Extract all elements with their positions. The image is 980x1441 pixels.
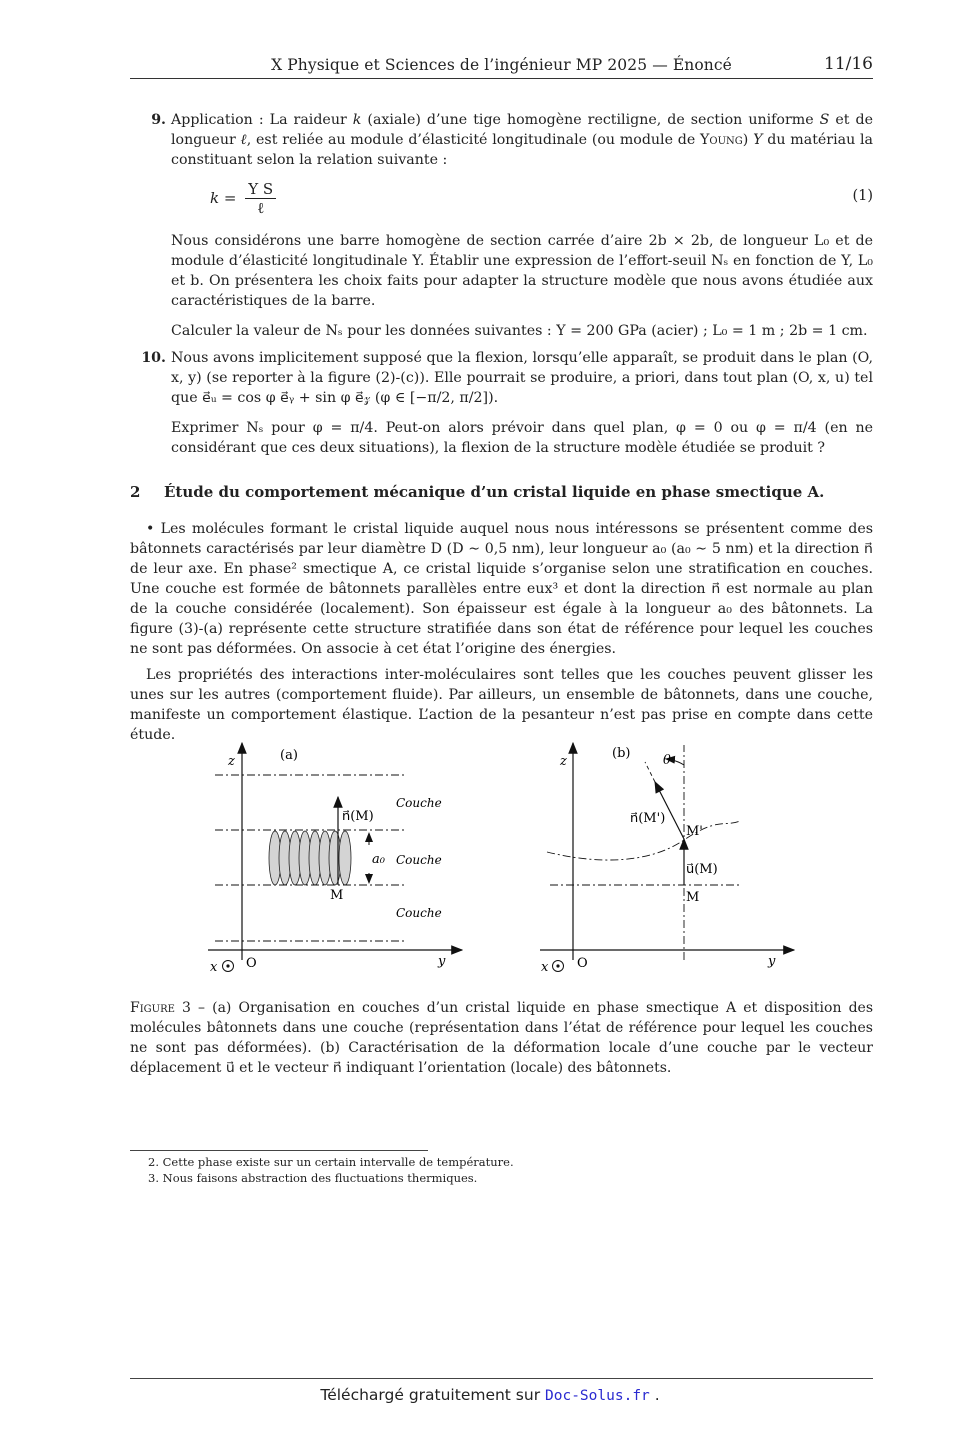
origin-label: O bbox=[246, 956, 257, 971]
a0-label: a₀ bbox=[372, 852, 385, 867]
rod-molecules bbox=[269, 831, 351, 885]
body-paragraph-1: • Les molécules formant le cristal liquide auquel nous nous intéressons se présentent comme des bâtonnets caractérisés par leur diamètre D (D ∼ 0,5 nm), leur longueur a₀ (a₀ ∼ 5 nm) et la direction n⃗ de leur axe. En phase² smectique A, ce cristal liquide s’organise selon une stratification en couches. Une couche est formée de bâtonnets parallèles entre eux³ et dont la direction n⃗ est normale au plan de la couche considérée (localement). Son épaisseur est égale à la longueur a₀ des bâtonnets. La figure (3)-(a) représente cette structure stratifiée dans son état de référence pour lequel les couches ne sont pas déformées. On associe à cet état l’origine des énergies. bbox=[130, 521, 873, 657]
origin-label-b: O bbox=[577, 956, 588, 971]
layer-label-2: Couche bbox=[396, 853, 442, 867]
page-header bbox=[130, 52, 873, 79]
vector-n-label: n⃗(M) bbox=[342, 809, 374, 824]
header-title: X Physique et Sciences de l’ingénieur MP 2025 — Énoncé bbox=[271, 56, 732, 74]
question-9-number: 9. bbox=[151, 112, 166, 128]
question-10-number: 10. bbox=[141, 350, 166, 366]
axis-label-y: y bbox=[438, 954, 446, 969]
section-heading: 2 Étude du comportement mécanique d’un cristal liquide en phase smectique A. bbox=[130, 483, 825, 501]
axis-label-x-b: x bbox=[541, 960, 549, 975]
theta-label: θ bbox=[663, 753, 671, 768]
footnote-2: 2. Cette phase existe sur un certain intervalle de température. bbox=[148, 1155, 514, 1169]
point-M-label-b: M bbox=[686, 890, 700, 905]
point-M-prime-label: M' bbox=[686, 824, 703, 839]
question-9-paragraph-3: Calculer la valeur de Nₛ pour les données suivantes : Y = 200 GPa (acier) ; L₀ = 1 m ; 2b = 1 cm. bbox=[171, 323, 868, 339]
axis-label-x: x bbox=[210, 960, 218, 975]
vector-u-label: u⃗(M) bbox=[686, 862, 718, 877]
point-M-label: M bbox=[330, 888, 344, 903]
layer-label-3: Couche bbox=[396, 906, 442, 920]
layer-label-1: Couche bbox=[396, 796, 442, 810]
question-10-text: Nous avons implicitement supposé que la flexion, lorsqu’elle apparaît, se produit dans le plan (O, x, y) (se reporter à la figure (2)-(c)). Elle pourrait se produire, a priori, dans tout plan (O, x, u) tel que e⃗ᵤ = cos φ e⃗ᵧ + sin φ e⃗𝓏 (φ ∈ [−π/2, π/2]). bbox=[171, 350, 873, 406]
deformed-layer-curve bbox=[547, 821, 740, 860]
axis-label-z: z bbox=[228, 754, 235, 769]
page-number: 11/16 bbox=[824, 54, 873, 74]
equation-1-tag: (1) bbox=[852, 188, 873, 204]
doc-solus-link[interactable]: Doc-Solus.fr bbox=[545, 1388, 650, 1404]
equation-1: k = $\frac{\text{Y S}}{\text{ℓ}}$ bbox=[210, 180, 276, 218]
panel-a-label: (a) bbox=[280, 748, 298, 763]
footnote-3: 3. Nous faisons abstraction des fluctuations thermiques. bbox=[148, 1171, 478, 1185]
axis-label-y-b: y bbox=[768, 954, 776, 969]
footnote-divider bbox=[130, 1150, 428, 1151]
axis-label-z-b: z bbox=[560, 754, 567, 769]
footer-divider bbox=[130, 1378, 873, 1379]
body-paragraph-2: Les propriétés des interactions inter-moléculaires sont telles que les couches peuvent glisser les unes sur les autres (comportement fluide). Par ailleurs, un ensemble de bâtonnets, dans une couche, manifeste un comportement élastique. L’action de la pesanteur n’est pas prise en compte dans cette étude. bbox=[130, 667, 873, 743]
question-10-paragraph-2: Exprimer Nₛ pour φ = π/4. Peut-on alors prévoir dans quel plan, φ = 0 ou φ = π/4 (en ne considérant que ces deux situations), la flexion de la structure modèle étudiée se produit ? bbox=[171, 420, 873, 456]
page-footer: Téléchargé gratuitement sur Doc-Solus.fr . bbox=[320, 1386, 660, 1404]
figure-3 bbox=[200, 735, 800, 985]
panel-b-label: (b) bbox=[612, 746, 631, 761]
figure-panel-b bbox=[540, 743, 794, 975]
question-9-text: Application : La raideur k (axiale) d’une tige homogène rectiligne, de section uniforme S et de longueur ℓ, est reliée au module d’élasticité longitudinale (ou module de Young) Y du matériau la constituant selon la relation suivante : bbox=[171, 112, 873, 168]
vector-n-prime-label: n⃗(M') bbox=[630, 811, 666, 826]
figure-caption: Figure 3 – (a) Organisation en couches d’un cristal liquide en phase smectique A et disposition des molécules bâtonnets dans une couche (représentation dans l’état de référence pour lequel les couches ne sont pas déformées). (b) Caractérisation de la déformation locale d’une couche par le vecteur déplacement u⃗ et le vecteur n⃗ indiquant l’orientation (locale) des bâtonnets. bbox=[130, 1000, 873, 1076]
figure-panel-a bbox=[208, 743, 462, 975]
question-9-paragraph-2: Nous considérons une barre homogène de section carrée d’aire 2b × 2b, de longueur L₀ et de module d’élasticité longitudinale Y. Établir une expression de l’effort-seuil Nₛ en fonction de Y, L₀ et b. On présentera les choix faits pour adapter la structure modèle que nous avons étudiée aux caractéristiques de la barre. bbox=[171, 233, 873, 309]
